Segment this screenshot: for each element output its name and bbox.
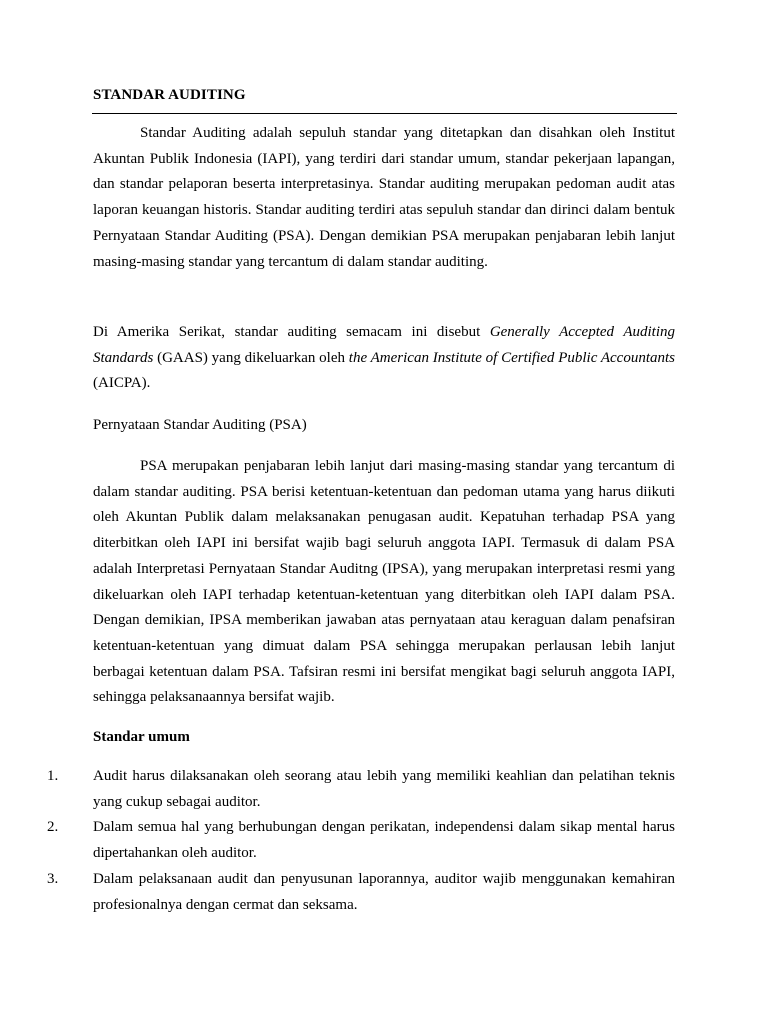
list-item-number: 1. — [47, 768, 59, 784]
list-item-text: Dalam semua hal yang berhubungan dengan perikatan, independensi dalam sikap mental harus dipertahankan oleh auditor. — [93, 819, 675, 862]
list-item-number: 3. — [47, 870, 59, 887]
document-title: STANDAR AUDITING — [93, 87, 246, 103]
section-heading-standar-umum: Standar umum — [93, 729, 190, 745]
paragraph-gaas — [93, 320, 675, 397]
list-item-number: 2. — [47, 819, 59, 836]
paragraph-gaas-text-c: (GAAS) yang dikeluarkan oleh — [153, 349, 349, 366]
paragraph-gaas-text-a: Di Amerika Serikat, standar auditing semacam ini disebut — [93, 324, 490, 340]
title-underline — [92, 113, 677, 114]
list-item-text: Audit harus dilaksanakan oleh seorang atau lebih yang memiliki keahlian dan pelatihan teknis yang cukup sebagai auditor. — [93, 768, 675, 810]
paragraph-gaas-italic-aicpa: the American Institute of Certified Public Accountants — [348, 349, 676, 366]
list-item — [47, 815, 675, 866]
standar-umum-list — [47, 764, 675, 918]
paragraph-gaas-italic-gaas: Generally Accepted Auditing Standards — [93, 324, 675, 366]
paragraph-definition: Standar Auditing adalah sepuluh standar yang ditetapkan dan disahkan oleh Institut Akuntan Publik Indonesia (IAPI), yang terdiri dari standar umum, standar pekerjaan lapangan, dan standar pelaporan beserta interpretasinya. Standar auditing merupakan pedoman audit atas laporan keuangan historis. Standar auditing terdiri atas sepuluh standar dan dirinci dalam bentuk Pernyataan Standar Auditing (PSA). Dengan demikian PSA merupakan penjabaran lebih lanjut masing-masing standar yang tercantum di dalam standar auditing. — [93, 125, 675, 270]
list-item-text: Dalam pelaksanaan audit dan penyusunan laporannya, auditor wajib menggunakan kemahiran profesionalnya dengan cermat dan seksama. — [93, 870, 675, 913]
paragraph-psa: PSA merupakan penjabaran lebih lanjut dari masing-masing standar yang tercantum di dalam standar auditing. PSA berisi ketentuan-ketentuan dan pedoman utama yang harus diikuti oleh Akuntan Publik dalam melaksanakan penugasan audit. Kepatuhan terhadap PSA yang diterbitkan oleh IAPI ini bersifat wajib bagi seluruh anggota IAPI. Termasuk di dalam PSA adalah Interpretasi Pernyataan Standar Auditng (IPSA), yang merupakan interpretasi resmi yang dikeluarkan oleh IAPI terhadap ketentuan-ketentuan yang diterbitkan oleh IAPI dalam PSA. Dengan demikian, IPSA memberikan jawaban atas pernyataan atau keraguan dalam penafsiran ketentuan-ketentuan yang dimuat dalam PSA sehingga merupakan perlausan lebih lanjut berbagai ketentuan dalam PSA. Tafsiran resmi ini bersifat mengikat bagi seluruh anggota IAPI, sehingga pelaksanaannya bersifat wajib. — [93, 458, 675, 706]
paragraph-gaas-text-e: (AICPA). — [93, 375, 151, 392]
list-item — [47, 867, 675, 918]
subheading-psa: Pernyataan Standar Auditing (PSA) — [93, 417, 307, 433]
list-item — [47, 764, 675, 815]
